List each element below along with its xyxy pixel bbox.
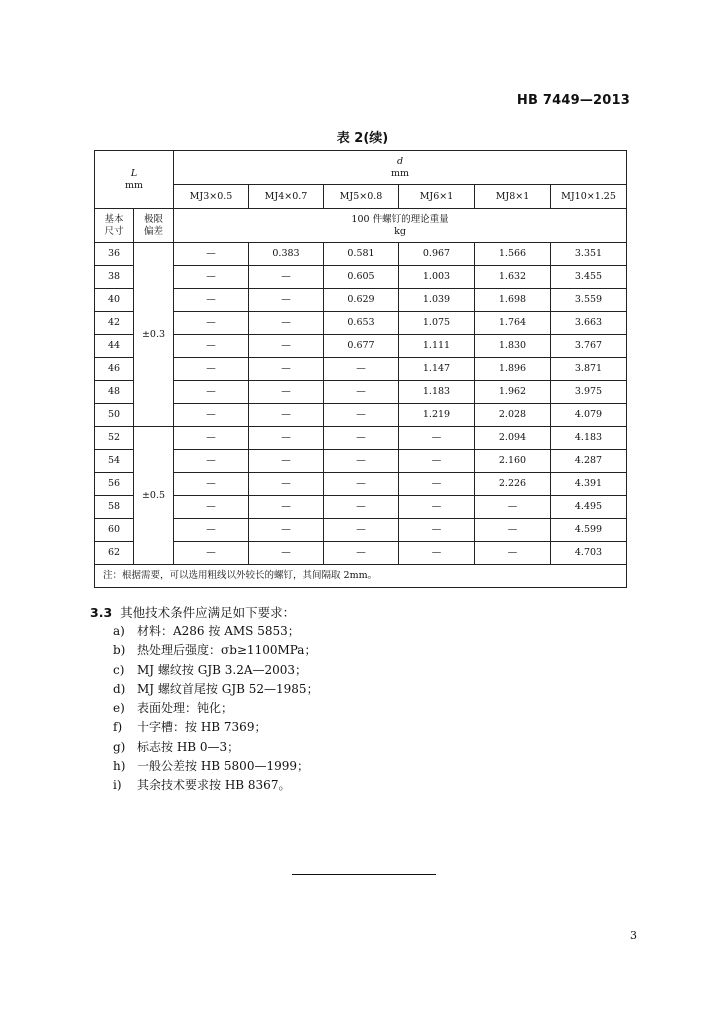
weight-cell: 1.632 — [475, 266, 551, 289]
length-cell: 40 — [95, 289, 134, 312]
weight-cell: — — [249, 381, 324, 404]
weight-cell: 0.653 — [324, 312, 399, 335]
length-cell: 52 — [95, 427, 134, 450]
weight-cell: — — [174, 335, 249, 358]
weight-cell: — — [399, 542, 475, 565]
thread-size-header: MJ8×1 — [475, 185, 551, 209]
weight-cell: — — [249, 519, 324, 542]
length-cell: 48 — [95, 381, 134, 404]
requirement-text: 标志按 HB 0—3； — [137, 739, 240, 754]
weight-cell: 1.147 — [399, 358, 475, 381]
table-note: 注：根据需要，可以选用粗线以外较长的螺钉，其间隔取 2mm。 — [95, 565, 627, 588]
weight-cell: 0.581 — [324, 243, 399, 266]
weight-cell: — — [174, 473, 249, 496]
weight-cell: 3.975 — [551, 381, 627, 404]
weight-cell: — — [249, 427, 324, 450]
weight-cell: — — [249, 266, 324, 289]
weight-cell: 4.183 — [551, 427, 627, 450]
requirement-text: 热处理后强度：σb≥1100MPa； — [137, 643, 317, 658]
weight-cell: — — [324, 450, 399, 473]
table-row — [95, 427, 627, 450]
table-row — [95, 358, 627, 381]
weight-cell: 3.455 — [551, 266, 627, 289]
table-row — [95, 243, 627, 266]
weight-cell: 3.351 — [551, 243, 627, 266]
thread-size-header: MJ6×1 — [399, 185, 475, 209]
requirement-label: b) — [113, 643, 126, 658]
weight-cell: — — [249, 450, 324, 473]
tolerance-cell: ±0.5 — [134, 427, 174, 565]
weight-cell: — — [324, 381, 399, 404]
table-row — [95, 542, 627, 565]
requirement-item — [113, 661, 319, 680]
weight-header — [174, 209, 627, 243]
requirement-label: a) — [113, 624, 125, 638]
section-title: 其他技术条件应满足如下要求： — [120, 605, 296, 620]
weight-unit: kg — [394, 225, 406, 237]
weight-cell: — — [249, 542, 324, 565]
weight-cell: — — [399, 427, 475, 450]
requirement-text: 表面处理：钝化； — [137, 701, 234, 716]
requirement-item — [113, 699, 319, 718]
requirement-item — [113, 738, 319, 757]
table-row — [95, 381, 627, 404]
weight-cell: 2.160 — [475, 450, 551, 473]
length-header — [95, 151, 174, 209]
requirement-item — [113, 622, 319, 641]
weight-cell: 1.962 — [475, 381, 551, 404]
weight-cell: 1.830 — [475, 335, 551, 358]
diameter-header — [174, 151, 627, 185]
weight-cell: — — [174, 358, 249, 381]
weight-cell: 1.219 — [399, 404, 475, 427]
weight-cell: 0.605 — [324, 266, 399, 289]
table-row — [95, 335, 627, 358]
length-cell: 44 — [95, 335, 134, 358]
weight-cell: 0.383 — [249, 243, 324, 266]
diameter-unit: mm — [390, 167, 410, 179]
weight-cell: 4.079 — [551, 404, 627, 427]
weight-cell: 2.094 — [475, 427, 551, 450]
length-cell: 62 — [95, 542, 134, 565]
thread-size-header: MJ4×0.7 — [249, 185, 324, 209]
thread-size-row — [95, 185, 627, 209]
weight-cell: — — [324, 404, 399, 427]
requirement-text: 一般公差按 HB 5800—1999； — [137, 759, 309, 774]
standard-code: HB 7449—2013 — [516, 93, 630, 108]
length-symbol: L — [130, 167, 138, 179]
table-row — [95, 289, 627, 312]
weight-cell: — — [174, 450, 249, 473]
basic-size-header: 基本 尺寸 — [95, 209, 134, 243]
weight-cell: 1.111 — [399, 335, 475, 358]
weight-cell: 3.559 — [551, 289, 627, 312]
table-row — [95, 450, 627, 473]
weight-header-text: 100 件螺钉的理论重量 — [351, 213, 449, 225]
requirement-label: c) — [113, 662, 125, 677]
weight-cell: 1.003 — [399, 266, 475, 289]
length-cell: 60 — [95, 519, 134, 542]
weight-cell: — — [249, 473, 324, 496]
table-row — [95, 312, 627, 335]
weight-cell: — — [324, 358, 399, 381]
length-cell: 46 — [95, 358, 134, 381]
weight-cell: — — [249, 496, 324, 519]
weight-cell: — — [475, 519, 551, 542]
page-number: 3 — [630, 929, 637, 942]
weight-cell: — — [399, 473, 475, 496]
weight-cell: 1.566 — [475, 243, 551, 266]
length-cell: 36 — [95, 243, 134, 266]
weight-cell: 3.871 — [551, 358, 627, 381]
weight-cell: — — [174, 427, 249, 450]
thread-size-header: MJ10×1.25 — [551, 185, 627, 209]
weight-cell: 3.663 — [551, 312, 627, 335]
weight-cell: — — [249, 289, 324, 312]
requirement-label: e) — [113, 701, 125, 716]
weight-cell: — — [174, 404, 249, 427]
thread-size-header: MJ5×0.8 — [324, 185, 399, 209]
weight-cell: 2.226 — [475, 473, 551, 496]
requirement-text: MJ 螺纹首尾按 GJB 52—1985； — [137, 681, 319, 696]
weight-cell: — — [174, 289, 249, 312]
requirement-text: 材料：A286 按 AMS 5853； — [137, 624, 300, 638]
requirement-text: 其余技术要求按 HB 8367。 — [137, 778, 291, 793]
weight-cell: — — [324, 473, 399, 496]
weight-cell: 1.183 — [399, 381, 475, 404]
requirement-label: h) — [113, 759, 126, 774]
requirement-label: f) — [113, 720, 123, 735]
weight-cell: — — [249, 404, 324, 427]
weight-cell: 1.896 — [475, 358, 551, 381]
weight-cell: 2.028 — [475, 404, 551, 427]
requirement-list — [113, 622, 319, 796]
section-number: 3.3 — [90, 605, 113, 620]
table-row — [95, 496, 627, 519]
weight-cell: — — [174, 266, 249, 289]
weight-cell: 1.075 — [399, 312, 475, 335]
table-row — [95, 266, 627, 289]
requirement-label: d) — [113, 681, 126, 696]
weight-cell: 0.967 — [399, 243, 475, 266]
length-cell: 54 — [95, 450, 134, 473]
tolerance-header: 极限 偏差 — [134, 209, 174, 243]
weight-cell: — — [174, 312, 249, 335]
note-row — [95, 565, 627, 588]
requirement-item — [113, 757, 319, 776]
requirement-item — [113, 718, 319, 737]
requirement-item — [113, 641, 319, 660]
weight-cell: — — [475, 542, 551, 565]
section-heading — [90, 603, 295, 621]
weight-cell: — — [399, 496, 475, 519]
table-row — [95, 473, 627, 496]
diameter-symbol: d — [396, 155, 404, 167]
requirement-label: i) — [113, 778, 122, 793]
weight-cell: — — [249, 312, 324, 335]
requirement-label: g) — [113, 739, 126, 754]
weight-cell: — — [249, 335, 324, 358]
table-caption: 表 2(续) — [336, 131, 389, 146]
weight-cell: — — [174, 542, 249, 565]
weight-cell: — — [399, 450, 475, 473]
thread-size-header: MJ3×0.5 — [174, 185, 249, 209]
weight-cell: — — [475, 496, 551, 519]
weight-cell: 0.677 — [324, 335, 399, 358]
weight-cell: 4.703 — [551, 542, 627, 565]
weight-cell: 1.039 — [399, 289, 475, 312]
table-row — [95, 404, 627, 427]
requirement-item — [113, 680, 319, 699]
weight-cell: — — [324, 427, 399, 450]
weight-cell: 0.629 — [324, 289, 399, 312]
length-cell: 50 — [95, 404, 134, 427]
length-cell: 56 — [95, 473, 134, 496]
requirement-item — [113, 776, 319, 795]
weight-cell: — — [324, 519, 399, 542]
weight-cell: — — [174, 381, 249, 404]
length-cell: 38 — [95, 266, 134, 289]
length-cell: 42 — [95, 312, 134, 335]
length-unit: mm — [124, 179, 144, 191]
weight-cell: 1.698 — [475, 289, 551, 312]
table-row — [95, 519, 627, 542]
weight-cell: — — [399, 519, 475, 542]
weight-cell: — — [174, 243, 249, 266]
weight-cell: 1.764 — [475, 312, 551, 335]
weight-cell: 4.391 — [551, 473, 627, 496]
weight-cell: 4.599 — [551, 519, 627, 542]
weight-cell: — — [174, 496, 249, 519]
weight-cell: — — [324, 496, 399, 519]
weight-cell: 4.495 — [551, 496, 627, 519]
requirement-text: MJ 螺纹按 GJB 3.2A—2003； — [137, 662, 308, 677]
end-rule — [292, 874, 436, 875]
weight-cell: 4.287 — [551, 450, 627, 473]
requirement-text: 十字槽：按 HB 7369； — [137, 720, 267, 735]
length-cell: 58 — [95, 496, 134, 519]
weight-table — [94, 150, 627, 588]
weight-cell: — — [249, 358, 324, 381]
weight-cell: — — [174, 519, 249, 542]
tolerance-cell: ±0.3 — [134, 243, 174, 427]
weight-cell: — — [324, 542, 399, 565]
weight-cell: 3.767 — [551, 335, 627, 358]
